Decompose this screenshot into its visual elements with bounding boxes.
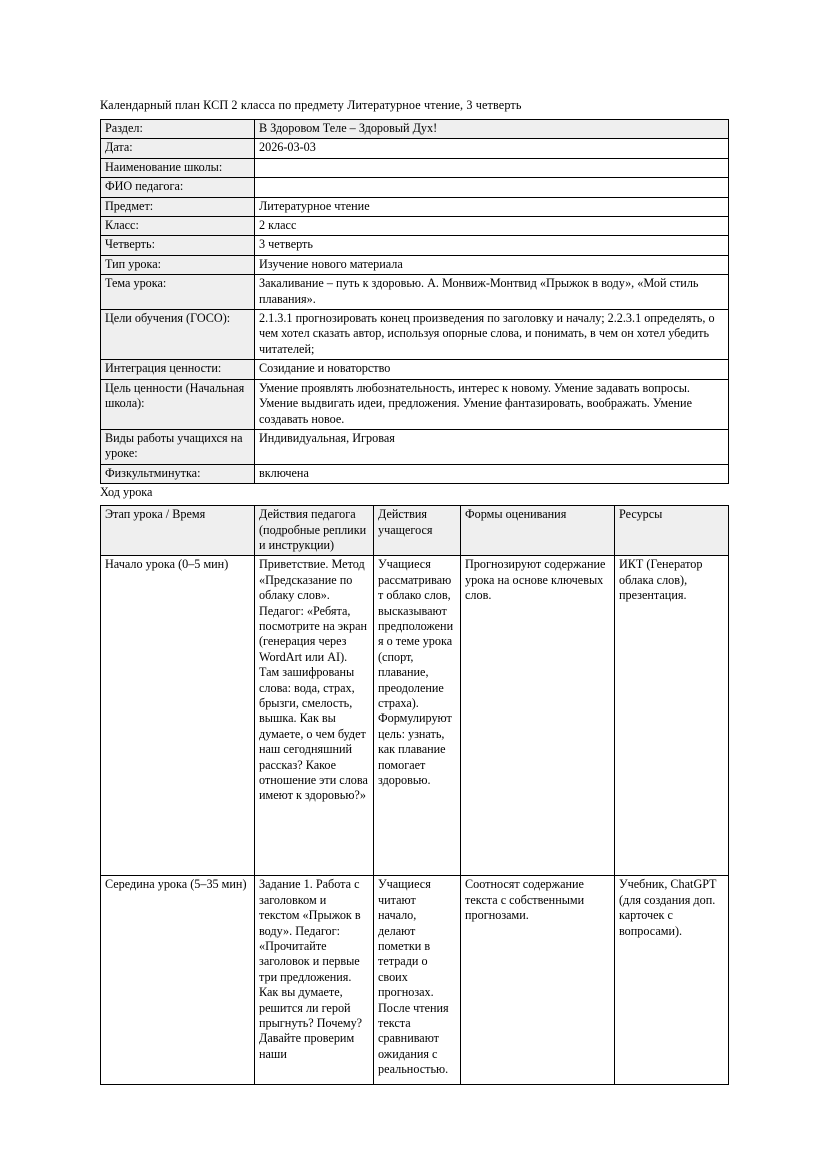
flow-cell-resources: ИКТ (Генератор облака слов), презентация.	[615, 556, 729, 876]
flow-cell-stage: Начало урока (0–5 мин)	[101, 556, 255, 876]
lesson-info-body	[101, 120, 729, 484]
page-title: Календарный план КСП 2 класса по предмету Литературное чтение, 3 четверть	[100, 98, 522, 112]
info-row-label: Интеграция ценности:	[101, 360, 255, 379]
info-row-label: Цель ценности (Начальная школа):	[101, 379, 255, 429]
flow-column-header: Действия педагога (подробные реплики и инструкции)	[255, 506, 374, 556]
flow-cell-stage: Середина урока (5–35 мин)	[101, 876, 255, 1085]
flow-column-header: Ресурсы	[615, 506, 729, 556]
table-row	[101, 310, 729, 360]
info-row-label: Раздел:	[101, 120, 255, 139]
info-row-label: Тип урока:	[101, 255, 255, 274]
table-header-row	[101, 506, 729, 556]
flow-cell-teacher: Задание 1. Работа с заголовком и текстом «Прыжок в воду». Педагог: «Прочитайте заголовок и первые три предложения. Как вы думаете, решится ли герой прыгнуть? Почему? Давайте проверим наши	[255, 876, 374, 1085]
info-row-label: Предмет:	[101, 197, 255, 216]
info-row-label: Класс:	[101, 217, 255, 236]
table-row	[101, 360, 729, 379]
flow-cell-assessment: Соотносят содержание текста с собственными прогнозами.	[461, 876, 615, 1085]
info-row-value: Литературное чтение	[255, 197, 729, 216]
table-row	[101, 429, 729, 464]
table-row	[101, 255, 729, 274]
lesson-flow-table	[100, 505, 729, 1085]
table-row	[101, 120, 729, 139]
info-row-label: Тема урока:	[101, 275, 255, 310]
info-row-value: Закаливание – путь к здоровью. А. Монвиж-Монтвид «Прыжок в воду», «Мой стиль плавания».	[255, 275, 729, 310]
info-row-value: Изучение нового материала	[255, 255, 729, 274]
flow-cell-resources: Учебник, ChatGPT (для создания доп. карточек с вопросами).	[615, 876, 729, 1085]
table-row	[101, 876, 729, 1085]
info-row-value: Индивидуальная, Игровая	[255, 429, 729, 464]
flow-cell-assessment: Прогнозируют содержание урока на основе ключевых слов.	[461, 556, 615, 876]
info-row-value: Умение проявлять любознательность, интерес к новому. Умение задавать вопросы. Умение выдвигать идеи, предложения. Умение фантазировать, воображать. Умение создавать новое.	[255, 379, 729, 429]
info-row-value	[255, 158, 729, 177]
table-row	[101, 464, 729, 483]
info-row-label: Виды работы учащихся на уроке:	[101, 429, 255, 464]
info-row-value: 2.1.3.1 прогнозировать конец произведения по заголовку и началу; 2.2.3.1 определять, о чем хотел сказать автор, используя опорные слова, и понимать, в чем он хотел убедить читателей;	[255, 310, 729, 360]
info-row-value: включена	[255, 464, 729, 483]
lesson-info-table	[100, 119, 729, 484]
flow-cell-student: Учащиеся читают начало, делают пометки в тетради о своих прогнозах. После чтения текста сравнивают ожидания с реальностью.	[374, 876, 461, 1085]
info-row-value: 2026-03-03	[255, 139, 729, 158]
info-row-value	[255, 178, 729, 197]
flow-column-header: Этап урока / Время	[101, 506, 255, 556]
lesson-flow-caption: Ход урока	[100, 485, 153, 500]
info-row-label: Физкультминутка:	[101, 464, 255, 483]
table-row	[101, 236, 729, 255]
flow-cell-teacher: Приветствие. Метод «Предсказание по облаку слов». Педагог: «Ребята, посмотрите на экран (генерация через WordArt или AI). Там зашифрованы слова: вода, страх, брызги, смелость, вышка. Как вы думаете, о чем будет наш сегодняшний рассказ? Какое отношение эти слова имеют к здоровью?»	[255, 556, 374, 876]
info-row-label: Четверть:	[101, 236, 255, 255]
flow-column-header: Действия учащегося	[374, 506, 461, 556]
table-row	[101, 556, 729, 876]
info-row-value: Созидание и новаторство	[255, 360, 729, 379]
lesson-flow-body	[101, 506, 729, 1085]
table-row	[101, 379, 729, 429]
table-row	[101, 139, 729, 158]
info-row-label: Дата:	[101, 139, 255, 158]
table-row	[101, 275, 729, 310]
info-row-value: В Здоровом Теле – Здоровый Дух!	[255, 120, 729, 139]
info-row-label: Наименование школы:	[101, 158, 255, 177]
info-row-value: 2 класс	[255, 217, 729, 236]
info-row-label: ФИО педагога:	[101, 178, 255, 197]
info-row-label: Цели обучения (ГОСО):	[101, 310, 255, 360]
table-row	[101, 217, 729, 236]
table-row	[101, 197, 729, 216]
flow-cell-student: Учащиеся рассматривают облако слов, высказывают предположения о теме урока (спорт, плавание, преодоление страха). Формулируют цель: узнать, как плавание помогает здоровью.	[374, 556, 461, 876]
table-row	[101, 178, 729, 197]
table-row	[101, 158, 729, 177]
info-row-value: 3 четверть	[255, 236, 729, 255]
flow-column-header: Формы оценивания	[461, 506, 615, 556]
